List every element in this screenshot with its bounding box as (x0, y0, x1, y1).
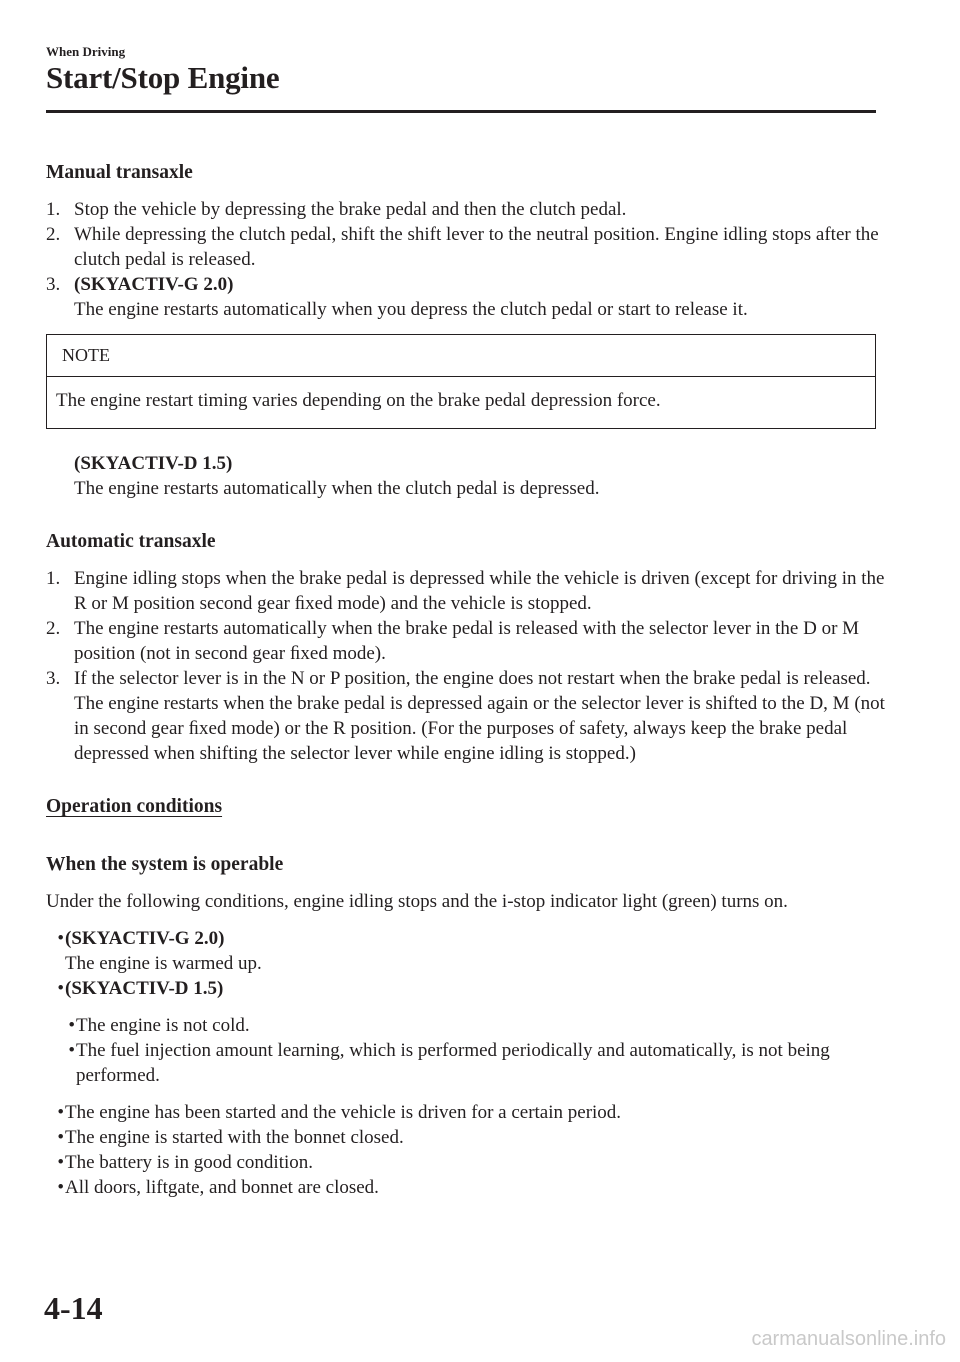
list-item (46, 666, 886, 766)
item-description: The engine is warmed up. (65, 953, 262, 974)
list-item (46, 1150, 886, 1175)
item-text: Engine idling stops when the brake pedal is depressed while the vehicle is driven (except for driving in the R or M position second gear ﬁxed mode) and the vehicle is stopped. (74, 568, 885, 614)
engine-variant-label: (SKYACTIV-G 2.0) (65, 928, 225, 949)
item-description: The engine restarts automatically when you depress the clutch pedal or start to release it. (74, 299, 748, 320)
item-number: 2. (46, 618, 61, 639)
bullet-mark: • (68, 1015, 75, 1036)
section-label: When Driving (46, 44, 126, 59)
item-number: 1. (46, 568, 61, 589)
note-title: NOTE (47, 335, 875, 377)
condition-list (46, 926, 886, 1200)
list-item (57, 1038, 886, 1088)
operation-intro: Under the following conditions, engine idling stops and the i-stop indicator light (green) turns on. (46, 891, 788, 912)
page-title: Start/Stop Engine (46, 60, 280, 95)
bullet-mark: • (57, 978, 64, 999)
list-item (46, 197, 886, 222)
item-text: The engine is not cold. (76, 1015, 250, 1036)
page-content (46, 160, 886, 1200)
list-item (46, 976, 886, 1001)
manual-transaxle-heading: Manual transaxle (46, 162, 193, 183)
item-number: 1. (46, 199, 61, 220)
automatic-steps-list (46, 566, 886, 766)
list-item (46, 1125, 886, 1150)
item-description: The engine restarts automatically when the clutch pedal is depressed. (74, 478, 600, 499)
automatic-transaxle-heading: Automatic transaxle (46, 531, 216, 552)
list-item (46, 1100, 886, 1125)
item-number: 3. (46, 274, 61, 295)
note-text: The engine restart timing varies depending on the brake pedal depression force. (56, 390, 661, 411)
item-text: The battery is in good condition. (65, 1152, 314, 1173)
item-text: The engine is started with the bonnet closed. (65, 1127, 404, 1148)
manual-steps-list (46, 197, 886, 322)
engine-variant-label: (SKYACTIV-G 2.0) (74, 274, 234, 295)
bullet-mark: • (57, 1127, 64, 1148)
bullet-mark: • (57, 1102, 64, 1123)
item-text: The engine has been started and the vehicle is driven for a certain period. (65, 1102, 622, 1123)
operation-conditions-heading: Operation conditions (46, 796, 223, 817)
item-text: The fuel injection amount learning, which is performed periodically and automatically, is not being performed. (76, 1040, 830, 1086)
list-item (46, 566, 886, 616)
general-conditions-list (46, 1100, 886, 1200)
bullet-mark: • (57, 928, 64, 949)
item-text: If the selector lever is in the N or P position, the engine does not restart when the brake pedal is released. The engine restarts when the brake pedal is depressed again or the selector lever is shifted to the D, M (not in second gear ﬁxed mode) or the R position. (For the purposes of safety, always keep the brake pedal depressed when shifting the selector lever while engine idling is stopped.) (74, 668, 885, 764)
item-text: The engine restarts automatically when the brake pedal is released with the selector lever in the D or M position (not in second gear ﬁxed mode). (74, 618, 860, 664)
d15-sub-list (46, 1013, 886, 1088)
item-text: Stop the vehicle by depressing the brake pedal and then the clutch pedal. (74, 199, 627, 220)
list-item (46, 616, 886, 666)
bullet-mark: • (68, 1040, 75, 1061)
watermark-link[interactable]: carmanualsonline.info (751, 1328, 946, 1350)
system-operable-subheading: When the system is operable (46, 854, 284, 875)
bullet-mark: • (57, 1177, 64, 1198)
note-box (46, 334, 876, 429)
list-item (57, 1013, 886, 1038)
engine-variant-label: (SKYACTIV-D 1.5) (74, 453, 233, 474)
item-number: 2. (46, 224, 61, 245)
bullet-mark: • (57, 1152, 64, 1173)
engine-variant-label: (SKYACTIV-D 1.5) (65, 978, 224, 999)
item-number: 3. (46, 668, 61, 689)
header-divider (46, 110, 876, 113)
list-item (46, 272, 886, 322)
item-text (65, 976, 886, 1001)
item-text (65, 926, 886, 976)
d15-manual-block (46, 451, 886, 501)
item-text: While depressing the clutch pedal, shift the shift lever to the neutral position. Engine idling stops after the clutch pedal is released. (74, 224, 879, 270)
list-item (46, 1175, 886, 1200)
list-item (46, 222, 886, 272)
item-text (74, 272, 886, 322)
item-text: All doors, liftgate, and bonnet are closed. (65, 1177, 379, 1198)
list-item (46, 926, 886, 976)
page-number: 4-14 (44, 1290, 103, 1326)
